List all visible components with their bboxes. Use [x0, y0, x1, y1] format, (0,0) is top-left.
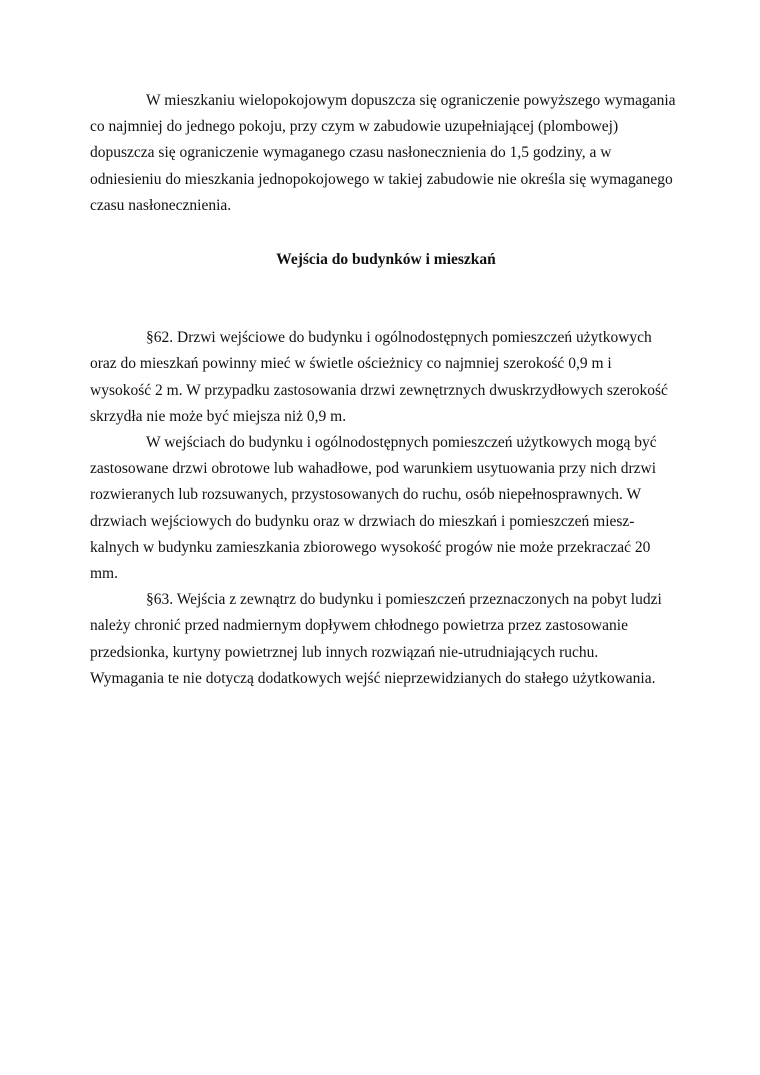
text-line: odniesieniu do mieszkania jednopokojowego w takiej zabudowie nie określa się wymaganego — [90, 170, 673, 188]
text-line: kalnych w budynku zamieszkania zbiorowego wysokość progów nie może przekraczać 20 — [90, 538, 651, 556]
text-line: W mieszkaniu wielopokojowym dopuszcza się ograniczenie powyższego wymagania — [146, 92, 676, 109]
paragraph-62 — [90, 325, 682, 430]
paragraph-63 — [90, 587, 682, 692]
text-line: zastosowane drzwi obrotowe lub wahadłowe, pod warunkiem usytuowania przy nich drzwi — [90, 460, 657, 478]
text-line: przedsionka, kurtyny powietrznej lub innych rozwiązań nie-utrudniających ruchu. — [90, 643, 599, 661]
text-line: należy chronić przed nadmiernym dopływem chłodnego powietrza przez zastosowanie — [90, 617, 628, 635]
text-line: §63. Wejścia z zewnątrz do budynku i pomieszczeń przeznaczonych na pobyt ludzi — [146, 591, 662, 609]
text-line: czasu nasłonecznienia. — [90, 196, 232, 214]
text-line: skrzydła nie może być miejsza niż 0,9 m. — [90, 407, 347, 425]
text-line: mm. — [90, 565, 118, 583]
text-line: co najmniej do jednego pokoju, przy czym w zabudowie uzupełniającej (plombowej) — [90, 118, 619, 136]
paragraph-insolation — [90, 88, 682, 219]
text-line: W wejściach do budynku i ogólnodostępnych pomieszczeń użytkowych mogą być — [146, 434, 657, 452]
text-line: rozwieranych lub rozsuwanych, przystosowanych do ruchu, osób niepełnosprawnych. W — [90, 486, 642, 504]
document-body — [90, 88, 682, 692]
section-heading: Wejścia do budynków i mieszkań — [276, 251, 496, 269]
paragraph-entrances — [90, 430, 682, 587]
text-line: dopuszcza się ograniczenie wymaganego czasu nasłonecznienia do 1,5 godziny, a w — [90, 144, 612, 162]
text-line: Wymagania te nie dotyczą dodatkowych wejść nieprzewidzianych do stałego użytkowania. — [90, 669, 656, 687]
text-line: wysokość 2 m. W przypadku zastosowania drzwi zewnętrznych dwuskrzydłowych szerokość — [90, 381, 668, 399]
text-line: §62. Drzwi wejściowe do budynku i ogólnodostępnych pomieszczeń użytkowych — [146, 329, 652, 347]
text-line: oraz do mieszkań powinny mieć w świetle ościeżnicy co najmniej szerokość 0,9 m i — [90, 355, 612, 373]
text-line: drzwiach wejściowych do budynku oraz w drzwiach do mieszkań i pomieszczeń miesz- — [90, 512, 635, 530]
